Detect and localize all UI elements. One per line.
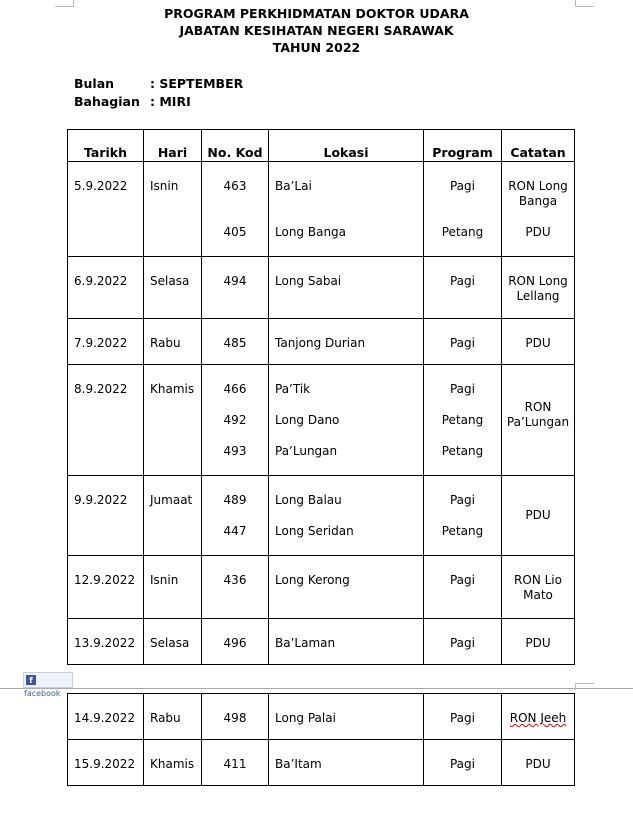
table-row (68, 162, 575, 257)
meta-bulan-value: : SEPTEMBER (150, 76, 244, 91)
col-header-catatan: Catatan (502, 130, 575, 162)
schedule-table (67, 129, 575, 665)
col-header-tarikh: Tarikh (68, 130, 144, 162)
cell-catatan: PDU (502, 740, 575, 786)
cell-kod (202, 365, 269, 476)
facebook-badge[interactable] (23, 672, 73, 698)
lokasi-entry: Long Seridan (275, 524, 354, 538)
cell-kod: 498 (202, 694, 269, 740)
catatan-entry: RON Long Banga (508, 179, 568, 208)
cell-catatan: PDU (502, 619, 575, 665)
cell-kod: 496 (202, 619, 269, 665)
cell-lokasi (269, 162, 424, 257)
table-row (68, 476, 575, 556)
doc-title-line2: JABATAN KESIHATAN NEGERI SARAWAK (179, 23, 454, 38)
cell-date: 6.9.2022 (68, 257, 144, 319)
table-header-row (68, 130, 575, 162)
table-row (68, 556, 575, 619)
cell-catatan: RON Lio Mato (502, 556, 575, 619)
table-row (68, 740, 575, 786)
meta-bahagian-value: : MIRI (150, 94, 191, 109)
col-header-no-kod: No. Kod (202, 130, 269, 162)
table-row (68, 319, 575, 365)
cell-kod: 485 (202, 319, 269, 365)
cell-program: Pagi (424, 556, 502, 619)
page-corner-mark (575, 683, 594, 690)
page-break-line (0, 688, 633, 689)
program-entry: Pagi (449, 179, 475, 193)
cell-lokasi: Long Sabai (269, 257, 424, 319)
cell-catatan: PDU (502, 319, 575, 365)
cell-day: Khamis (144, 365, 202, 476)
cell-kod: 436 (202, 556, 269, 619)
cell-program (424, 162, 502, 257)
cell-program: Pagi (424, 619, 502, 665)
cell-lokasi (269, 365, 424, 476)
kod-entry: 405 (223, 225, 247, 239)
kod-entry: 489 (223, 493, 247, 507)
facebook-icon: f (26, 675, 36, 685)
cell-program: Pagi (424, 319, 502, 365)
schedule-table-continued (67, 693, 575, 786)
table-row (68, 694, 575, 740)
cell-day: Selasa (144, 619, 202, 665)
lokasi-entry: Pa’Tik (275, 382, 311, 396)
cell-lokasi: Ba’Itam (269, 740, 424, 786)
cell-program (424, 365, 502, 476)
meta-bahagian-label: Bahagian (74, 94, 140, 109)
cell-program (424, 476, 502, 556)
lokasi-entry: Long Banga (275, 225, 347, 239)
cell-lokasi: Long Kerong (269, 556, 424, 619)
kod-entry: 493 (223, 444, 247, 458)
cell-day: Isnin (144, 162, 202, 257)
program-entry: Petang (441, 225, 484, 239)
cell-day: Selasa (144, 257, 202, 319)
program-entry: Petang (441, 413, 484, 427)
lokasi-entry: Ba’Lai (275, 179, 312, 193)
facebook-badge-label: facebook (24, 689, 61, 698)
program-entry: Pagi (449, 382, 475, 396)
cell-day: Khamis (144, 740, 202, 786)
cell-date: 14.9.2022 (68, 694, 144, 740)
program-entry: Petang (441, 444, 484, 458)
cell-date: 9.9.2022 (68, 476, 144, 556)
meta-bahagian (74, 94, 191, 109)
doc-title-line1: PROGRAM PERKHIDMATAN DOKTOR UDARA (164, 6, 469, 21)
col-header-lokasi: Lokasi (269, 130, 424, 162)
cell-kod: 494 (202, 257, 269, 319)
program-entry: Pagi (449, 493, 475, 507)
kod-entry: 447 (223, 524, 247, 538)
meta-bulan (74, 76, 243, 91)
cell-date: 7.9.2022 (68, 319, 144, 365)
cell-lokasi: Ba’Laman (269, 619, 424, 665)
cell-program: Pagi (424, 740, 502, 786)
cell-kod (202, 476, 269, 556)
program-entry: Petang (441, 524, 484, 538)
kod-entry: 492 (223, 413, 247, 427)
cell-lokasi: Long Palai (269, 694, 424, 740)
catatan-entry: RON Jeeh (509, 711, 567, 725)
cell-catatan: PDU (502, 476, 575, 556)
catatan-entry: PDU (525, 225, 551, 239)
table-row (68, 365, 575, 476)
lokasi-entry: Long Balau (275, 493, 342, 507)
cell-catatan (502, 694, 575, 740)
cell-program: Pagi (424, 257, 502, 319)
cell-kod (202, 162, 269, 257)
kod-entry: 463 (223, 179, 247, 193)
col-header-hari: Hari (144, 130, 202, 162)
cell-date: 13.9.2022 (68, 619, 144, 665)
cell-day: Isnin (144, 556, 202, 619)
table-row (68, 619, 575, 665)
cell-date: 12.9.2022 (68, 556, 144, 619)
kod-entry: 466 (223, 382, 247, 396)
cell-date: 8.9.2022 (68, 365, 144, 476)
cell-lokasi: Tanjong Durian (269, 319, 424, 365)
cell-catatan: RON Long Lellang (502, 257, 575, 319)
cell-catatan: RON Pa’Lungan (502, 365, 575, 476)
cell-kod: 411 (202, 740, 269, 786)
doc-title-line3: TAHUN 2022 (272, 40, 361, 55)
col-header-program: Program (424, 130, 502, 162)
lokasi-entry: Pa’Lungan (275, 444, 338, 458)
cell-date: 5.9.2022 (68, 162, 144, 257)
cell-lokasi (269, 476, 424, 556)
meta-bulan-label: Bulan (74, 76, 115, 91)
lokasi-entry: Long Dano (275, 413, 340, 427)
cell-day: Jumaat (144, 476, 202, 556)
cell-day: Rabu (144, 319, 202, 365)
cell-program: Pagi (424, 694, 502, 740)
table-row (68, 257, 575, 319)
cell-day: Rabu (144, 694, 202, 740)
cell-date: 15.9.2022 (68, 740, 144, 786)
cell-catatan (502, 162, 575, 257)
